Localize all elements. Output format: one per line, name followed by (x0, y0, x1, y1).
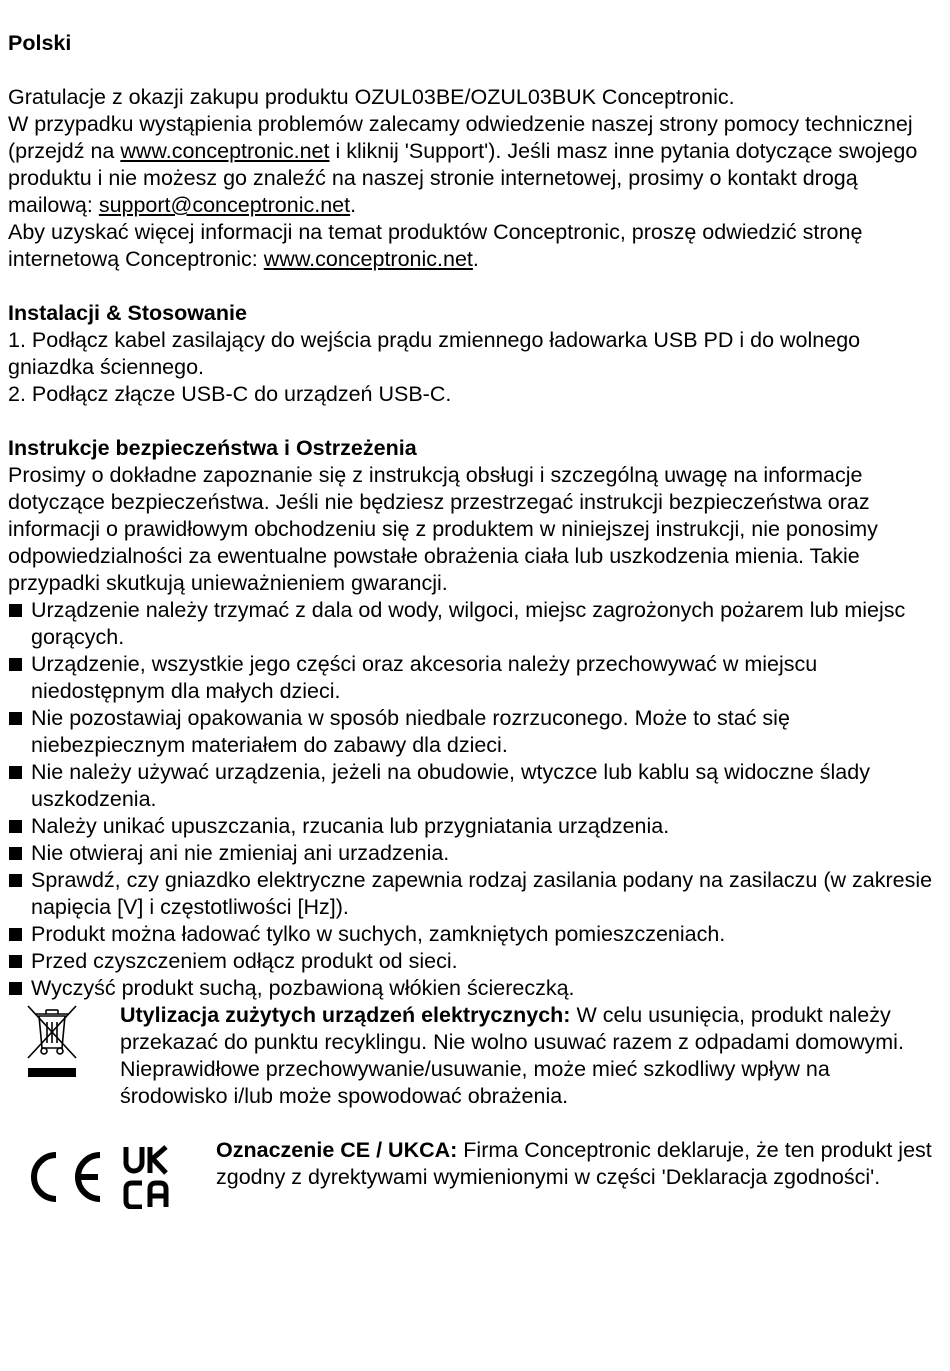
list-item: Nie należy używać urządzenia, jeżeli na obudowie, wtyczce lub kablu są widoczne ślady uszkodzenia. (8, 759, 938, 813)
install-step-2: 2. Podłącz złącze USB-C do urządzeń USB-C. (8, 382, 452, 406)
ce-title: Oznaczenie CE / UKCA: (216, 1138, 458, 1162)
website-link[interactable]: www.conceptronic.net (120, 139, 330, 163)
square-bullet-icon (9, 712, 22, 725)
list-item: Nie pozostawiaj opakowania w sposób niedbale rozrzuconego. Może to stać się niebezpiecznym materiałem do zabawy dla dzieci. (8, 705, 938, 759)
weee-title: Utylizacja zużytych urządzeń elektrycznych: (120, 1003, 571, 1027)
weee-text: W celu usunięcia, produkt należy przekazać do punktu recyklingu. Nie wolno usuwać razem z odpadami domowymi. Nieprawidłowe przechowywanie/usuwanie, może mieć szkodliwy wpływ na środowisko i/lub może spowodować obrażenia. (120, 1003, 904, 1108)
square-bullet-icon (9, 820, 22, 833)
square-bullet-icon (9, 982, 22, 995)
crossed-bin-icon (22, 1002, 82, 1082)
list-item: Urządzenie, wszystkie jego części oraz akcesoria należy przechowywać w miejscu niedostępnym dla małych dzieci. (8, 651, 938, 705)
list-item: Należy unikać upuszczania, rzucania lub przygniatania urządzenia. (8, 813, 938, 840)
ce-ukca-mark-icon (26, 1145, 186, 1209)
square-bullet-icon (9, 928, 22, 941)
install-step-1: 1. Podłącz kabel zasilający do wejścia prądu zmiennego ładowarka USB PD i do wolnego gniazdka ściennego. (8, 328, 861, 379)
list-item: Nie otwieraj ani nie zmieniaj ani urzadzenia. (8, 840, 938, 867)
intro-line-1: Gratulacje z okazji zakupu produktu OZUL03BE/OZUL03BUK Conceptronic. (8, 85, 735, 109)
square-bullet-icon (9, 874, 22, 887)
support-email-link[interactable]: support@conceptronic.net (98, 193, 351, 217)
list-item: Produkt można ładować tylko w suchych, zamkniętych pomieszczeniach. (8, 921, 938, 948)
square-bullet-icon (9, 847, 22, 860)
square-bullet-icon (9, 766, 22, 779)
document-page (8, 30, 938, 1191)
square-bullet-icon (9, 604, 22, 617)
install-heading: Instalacji & Stosowanie (8, 301, 247, 325)
intro-support-paragraph: W przypadku wystąpienia problemów zalecamy odwiedzenie naszej strony pomocy technicznej (przejdź na www.conceptronic.net i kliknij 'Support'). Jeśli masz inne pytania dotyczące swojego produktu i nie możesz go znaleźć na naszej stronie internetowej, prosimy o kontakt drogą mailową: support@conceptronic.net. (8, 112, 918, 217)
list-item: Sprawdź, czy gniazdko elektryczne zapewnia rodzaj zasilania podany na zasilaczu (w zakresie napięcia [V] i częstotliwości [Hz]). (8, 867, 938, 921)
list-item: Urządzenie należy trzymać z dala od wody, wilgoci, miejsc zagrożonych pożarem lub miejsc gorących. (8, 597, 938, 651)
website-link-2[interactable]: www.conceptronic.net (263, 247, 473, 271)
language-heading: Polski (8, 31, 72, 55)
weee-section (8, 1002, 938, 1110)
ce-text: Firma Conceptronic deklaruje, że ten produkt jest zgodny z dyrektywami wymienionymi w części 'Deklaracja zgodności'. (216, 1138, 932, 1189)
list-item: Przed czyszczeniem odłącz produkt od sieci. (8, 948, 938, 975)
square-bullet-icon (9, 658, 22, 671)
safety-intro: Prosimy o dokładne zapoznanie się z instrukcją obsługi i szczególną uwagę na informacje dotyczące bezpieczeństwa. Jeśli nie będziesz przestrzegać instrukcji bezpieczeństwa oraz informacji o prawidłowym obchodzeniu się z produktem w niniejszej instrukcji, nie ponosimy odpowiedzialności za ewentualne powstałe obrażenia ciała lub uszkodzenia mienia. Takie przypadki skutkują unieważnieniem gwarancji. (8, 463, 878, 595)
intro-more-info-paragraph: Aby uzyskać więcej informacji na temat produktów Conceptronic, proszę odwiedzić stronę internetową Conceptronic: www.conceptronic.net. (8, 220, 863, 271)
ce-section (8, 1137, 938, 1191)
list-item: Wyczyść produkt suchą, pozbawioną włókien ściereczką. (8, 975, 938, 1002)
square-bullet-icon (9, 955, 22, 968)
safety-bullet-list (8, 597, 938, 1002)
safety-heading: Instrukcje bezpieczeństwa i Ostrzeżenia (8, 436, 417, 460)
